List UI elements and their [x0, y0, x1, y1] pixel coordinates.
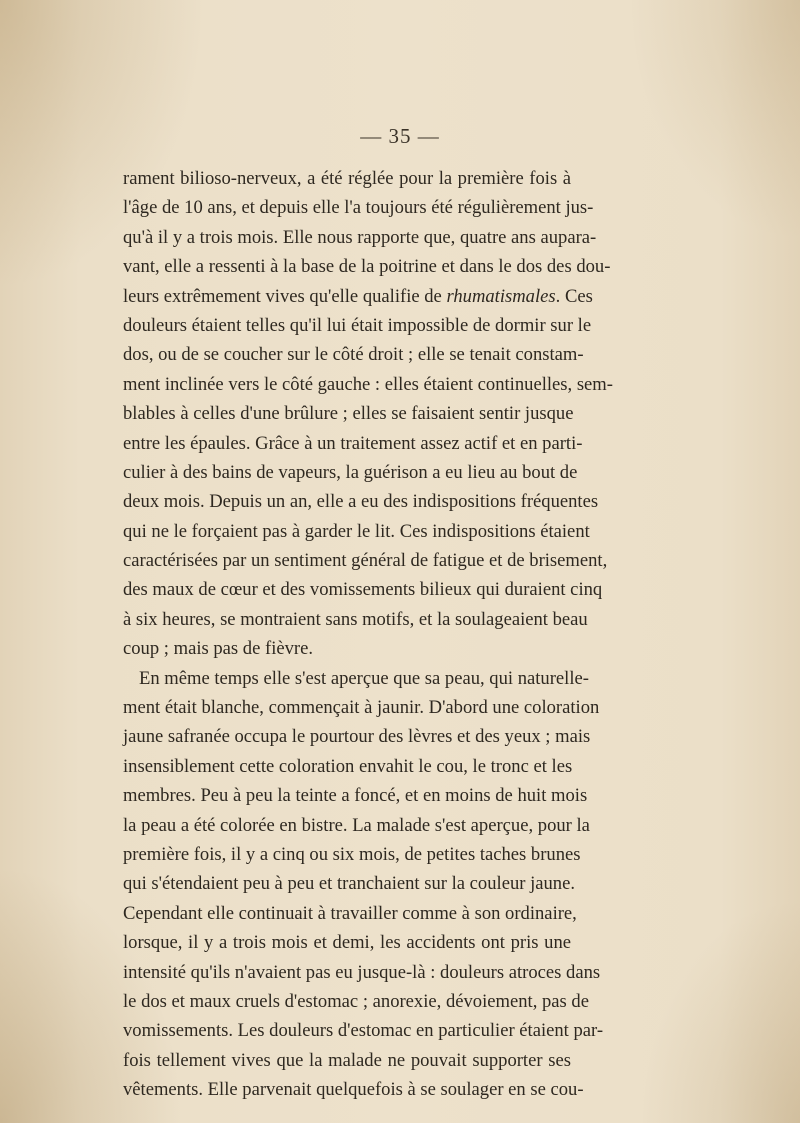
text-line: qu'à il y a trois mois. Elle nous rapporte que, quatre ans aupara- [123, 226, 597, 248]
text-line: douleurs étaient telles qu'il lui était impossible de dormir sur le [123, 314, 592, 336]
text-line: insensiblement cette coloration envahit le cou, le tronc et les [123, 755, 573, 777]
text-line: entre les épaules. Grâce à un traitement assez actif et en parti- [123, 432, 583, 454]
text-line: lorsque, il y a trois mois et demi, les accidents ont pris une [123, 932, 571, 954]
text-line: culier à des bains de vapeurs, la guérison a eu lieu au bout de [123, 461, 578, 483]
page-number: — 35 — [360, 124, 440, 148]
text-line: dos, ou de se coucher sur le côté droit ; elle se tenait constam- [123, 344, 584, 366]
text-line: En même temps elle s'est aperçue que sa peau, qui naturelle- [139, 667, 589, 689]
text-line: qui ne le forçaient pas à garder le lit. Ces indispositions étaient [123, 520, 590, 542]
text-line: caractérisées par un sentiment général de fatigue et de brisement, [123, 550, 608, 572]
body-text [123, 164, 613, 1105]
text-line: intensité qu'ils n'avaient pas eu jusque-là : douleurs atroces dans [123, 961, 601, 983]
text-line: ment inclinée vers le côté gauche : elles étaient continuelles, sem- [123, 373, 613, 395]
text-line: coup ; mais pas de fièvre. [123, 638, 314, 660]
text-line: vomissements. Les douleurs d'estomac en particulier étaient par- [123, 1020, 604, 1042]
italic-term: rhumatismales [446, 285, 556, 307]
text-line: jaune safranée occupa le pourtour des lèvres et des yeux ; mais [123, 726, 591, 748]
text-line: le dos et maux cruels d'estomac ; anorexie, dévoiement, pas de [123, 990, 589, 1012]
text-line: première fois, il y a cinq ou six mois, de petites taches brunes [123, 843, 581, 865]
text-line: des maux de cœur et des vomissements bilieux qui duraient cinq [123, 579, 603, 601]
text-line: vant, elle a ressenti à la base de la poitrine et dans le dos des dou- [123, 256, 611, 278]
text-line: l'âge de 10 ans, et depuis elle l'a toujours été régulièrement jus- [123, 197, 594, 219]
text-line: qui s'étendaient peu à peu et tranchaient sur la couleur jaune. [123, 873, 575, 895]
text-line: Cependant elle continuait à travailler comme à son ordinaire, [123, 902, 577, 924]
text-line: à six heures, se montraient sans motifs, et la soulageaient beau [123, 608, 588, 630]
text-line: ment était blanche, commençait à jaunir. D'abord une coloration [123, 697, 600, 719]
text-line: deux mois. Depuis un an, elle a eu des indispositions fréquentes [123, 491, 599, 513]
text-line: la peau a été colorée en bistre. La malade s'est aperçue, pour la [123, 814, 590, 836]
text-line: membres. Peu à peu la teinte a foncé, et en moins de huit mois [123, 785, 588, 807]
text-line: vêtements. Elle parvenait quelquefois à se soulager en se cou- [123, 1079, 584, 1101]
text-line [123, 282, 593, 311]
text-line: blables à celles d'une brûlure ; elles se faisaient sentir jusque [123, 403, 574, 425]
text-segment: leurs extrêmement vives qu'elle qualifie de [123, 285, 447, 307]
text-segment: . Ces [555, 285, 593, 307]
text-line: rament bilioso-nerveux, a été réglée pour la première fois à [123, 168, 571, 189]
text-line: fois tellement vives que la malade ne pouvait supporter ses [123, 1049, 571, 1071]
